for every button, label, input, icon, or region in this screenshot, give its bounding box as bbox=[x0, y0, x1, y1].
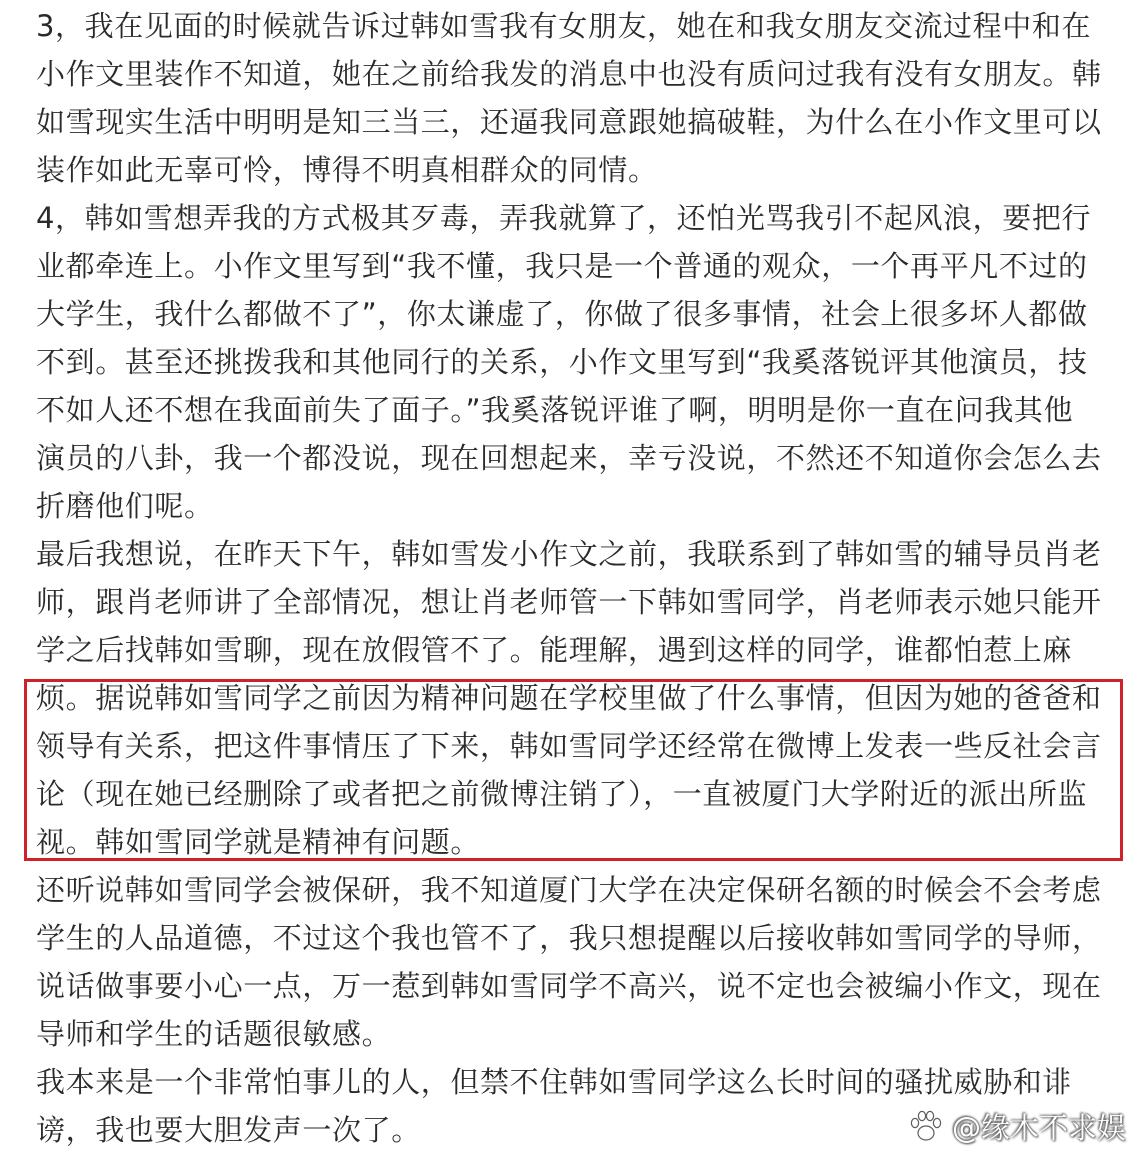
text-line: 还听说韩如雪同学会被保研，我不知道厦门大学在决定保研名额的时候会不会考虑 bbox=[36, 873, 1102, 907]
text-line: 大学生，我什么都做不了”，你太谦虚了，你做了很多事情，社会上很多坏人都做 bbox=[36, 297, 1088, 331]
text-line: 不如人还不想在我面前失了面子。”我奚落锐评谁了啊，明明是你一直在问我其他 bbox=[36, 393, 1074, 427]
text-line: 说话做事要小心一点，万一惹到韩如雪同学不高兴，说不定也会被编小作文，现在 bbox=[36, 969, 1102, 1003]
text-line: 3，我在见面的时候就告诉过韩如雪我有女朋友，她在和我女朋友交流过程中和在 bbox=[36, 9, 1092, 43]
text-line: 不到。甚至还挑拨我和其他同行的关系，小作文里写到“我奚落锐评其他演员，技 bbox=[36, 345, 1088, 379]
highlight-box bbox=[24, 679, 1123, 861]
text-line: 演员的八卦，我一个都没说，现在回想起来，幸亏没说，不然还不知道你会怎么去 bbox=[36, 441, 1102, 475]
paw-icon bbox=[906, 1106, 946, 1146]
text-line: 4，韩如雪想弄我的方式极其歹毒，弄我就算了，还怕光骂我引不起风浪，要把行 bbox=[36, 201, 1092, 235]
text-line: 我本来是一个非常怕事儿的人，但禁不住韩如雪同学这么长时间的骚扰威胁和诽 bbox=[36, 1065, 1073, 1099]
text-line: 师，跟肖老师讲了全部情况，想让肖老师管一下韩如雪同学，肖老师表示她只能开 bbox=[36, 585, 1102, 619]
text-line: 业都牵连上。小作文里写到“我不懂，我只是一个普通的观众，一个再平凡不过的 bbox=[36, 249, 1088, 283]
text-line: 折磨他们呢。 bbox=[36, 489, 214, 523]
text-line: 谤，我也要大胆发声一次了。 bbox=[36, 1113, 421, 1147]
text-line: 导师和学生的话题很敏感。 bbox=[36, 1017, 392, 1051]
text-line: 领导有关系，把这件事情压了下来，韩如雪同学还经常在微博上发表一些反社会言 bbox=[36, 729, 1102, 763]
text-line: 最后我想说，在昨天下午，韩如雪发小作文之前，我联系到了韩如雪的辅导员肖老 bbox=[36, 537, 1102, 571]
text-line: 如雪现实生活中明明是知三当三，还逼我同意跟她搞破鞋，为什么在小作文里可以 bbox=[36, 105, 1102, 139]
text-line: 学生的人品道德，不过这个我也管不了，我只想提醒以后接收韩如雪同学的导师， bbox=[36, 921, 1102, 955]
watermark-text: @缘木不求娱 bbox=[951, 1110, 1126, 1145]
watermark bbox=[906, 1102, 1126, 1150]
text-line: 烦。据说韩如雪同学之前因为精神问题在学校里做了什么事情，但因为她的爸爸和 bbox=[36, 681, 1102, 715]
text-line: 装作如此无辜可怜，博得不明真相群众的同情。 bbox=[36, 153, 658, 187]
text-line: 视。韩如雪同学就是精神有问题。 bbox=[36, 825, 481, 859]
text-line: 学之后找韩如雪聊，现在放假管不了。能理解，遇到这样的同学，谁都怕惹上麻 bbox=[36, 633, 1073, 667]
text-line: 论（现在她已经删除了或者把之前微博注销了），一直被厦门大学附近的派出所监 bbox=[36, 777, 1088, 811]
text-line: 小作文里装作不知道，她在之前给我发的消息中也没有质问过我有没有女朋友。韩 bbox=[36, 57, 1102, 91]
